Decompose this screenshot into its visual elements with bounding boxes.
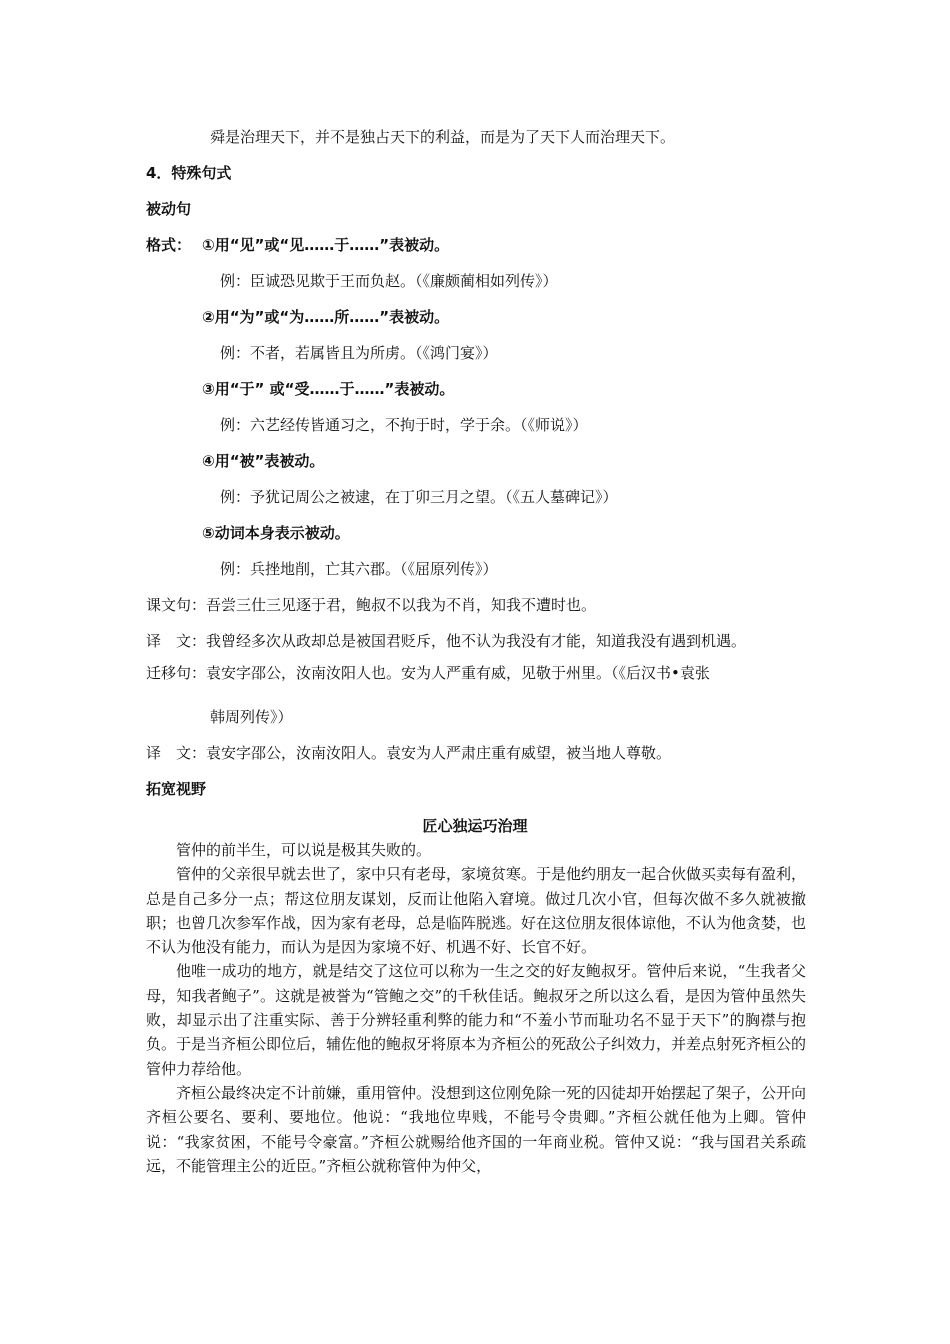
text-sentence: 课文句：吾尝三仕三见逐于君，鲍叔不以我为不肖，知我不遭时也。 (146, 596, 597, 614)
section-heading: 4．特殊句式 (146, 164, 232, 182)
translation-previous: 舜是治理天下，并不是独占天下的利益，而是为了天下人而治理天下。 (210, 128, 676, 146)
example-4: 例：予犹记周公之被逮，在丁卯三月之望。（《五人墓碑记》） (220, 488, 618, 506)
rule-5: ⑤动词本身表示被动。 (202, 524, 350, 542)
article-title: 匠心独运巧治理 (422, 817, 528, 835)
rule-1: ①用“见”或“见……于……”表被动。 (202, 236, 450, 254)
transfer-sentence: 迁移句：袁安字邵公，汝南汝阳人也。安为人严重有威，见敬于州里。（《后汉书•袁张 (146, 664, 710, 682)
example-1: 例：臣诚恐见欺于王而负赵。（《廉颇蔺相如列传》） (220, 272, 558, 290)
format-label: 格式： (146, 236, 192, 254)
article-paragraph: 齐桓公最终决定不计前嫌，重用管仲。没想到这位刚免除一死的囚徒却开始摆起了架子，公开向齐桓公要名、要利、要地位。他说：“我地位卑贱，不能号令贵卿。”齐桓公就任他为上卿。管仲说：“我家贫困，不能号令豪富。”齐桓公就赐给他齐国的一年商业税。管仲又说：“我与国君关系疏远，不能管理主公的近臣。”齐桓公就称管仲为仲父， (146, 1083, 807, 1175)
article-paragraph: 管仲的前半生，可以说是极其失败的。 (176, 841, 432, 859)
rule-2: ②用“为”或“为……所……”表被动。 (202, 308, 450, 326)
broaden-heading: 拓宽视野 (146, 780, 207, 798)
subsection-heading: 被动句 (146, 200, 192, 218)
article-paragraph: 他唯一成功的地方，就是结交了这位可以称为一生之交的好友鲍叔牙。管仲后来说，“生我者父母，知我者鲍子”。这就是被誉为“管鲍之交”的千秋佳话。鲍叔牙之所以这么看，是因为管仲虽然失败，却显示出了注重实际、善于分辨轻重利弊的能力和“不羞小节而耻功名不显于天下”的胸襟与抱负。于是当齐桓公即位后，辅佐他的鲍叔牙将原本为齐桓公的死敌公子纠效力，并差点射死齐桓公的管仲力荐给他。 (146, 962, 807, 1078)
example-3: 例：六艺经传皆通习之，不拘于时，学于余。（《师说》） (220, 416, 588, 434)
rule-4: ④用“被”表被动。 (202, 452, 325, 470)
example-5: 例：兵挫地削，亡其六郡。（《屈原列传》） (220, 560, 498, 578)
article-body (146, 838, 806, 1178)
rule-3: ③用“于” 或“受……于……”表被动。 (202, 380, 455, 398)
article-paragraph: 管仲的父亲很早就去世了，家中只有老母，家境贫寒。于是他约朋友一起合伙做买卖每有盈利，总是自己多分一点；帮这位朋友谋划，反而让他陷入窘境。做过几次小官，但每次做不多久就被撤职；也曾几次参军作战，因为家有老母，总是临阵脱逃。好在这位朋友很体谅他，不认为他贪婪，也不认为他没有能力，而认为是因为家境不好、机遇不好、长官不好。 (146, 865, 807, 957)
transfer-translation: 译 文：袁安字邵公，汝南汝阳人。袁安为人严肃庄重有威望，被当地人尊敬。 (146, 744, 672, 762)
text-translation: 译 文：我曾经多次从政却总是被国君贬斥，他不认为我没有才能，知道我没有遇到机遇。 (146, 632, 747, 650)
example-2: 例：不者，若属皆且为所虏。（《鸿门宴》） (220, 344, 498, 362)
transfer-sentence-cont: 韩周列传》） (210, 708, 293, 726)
